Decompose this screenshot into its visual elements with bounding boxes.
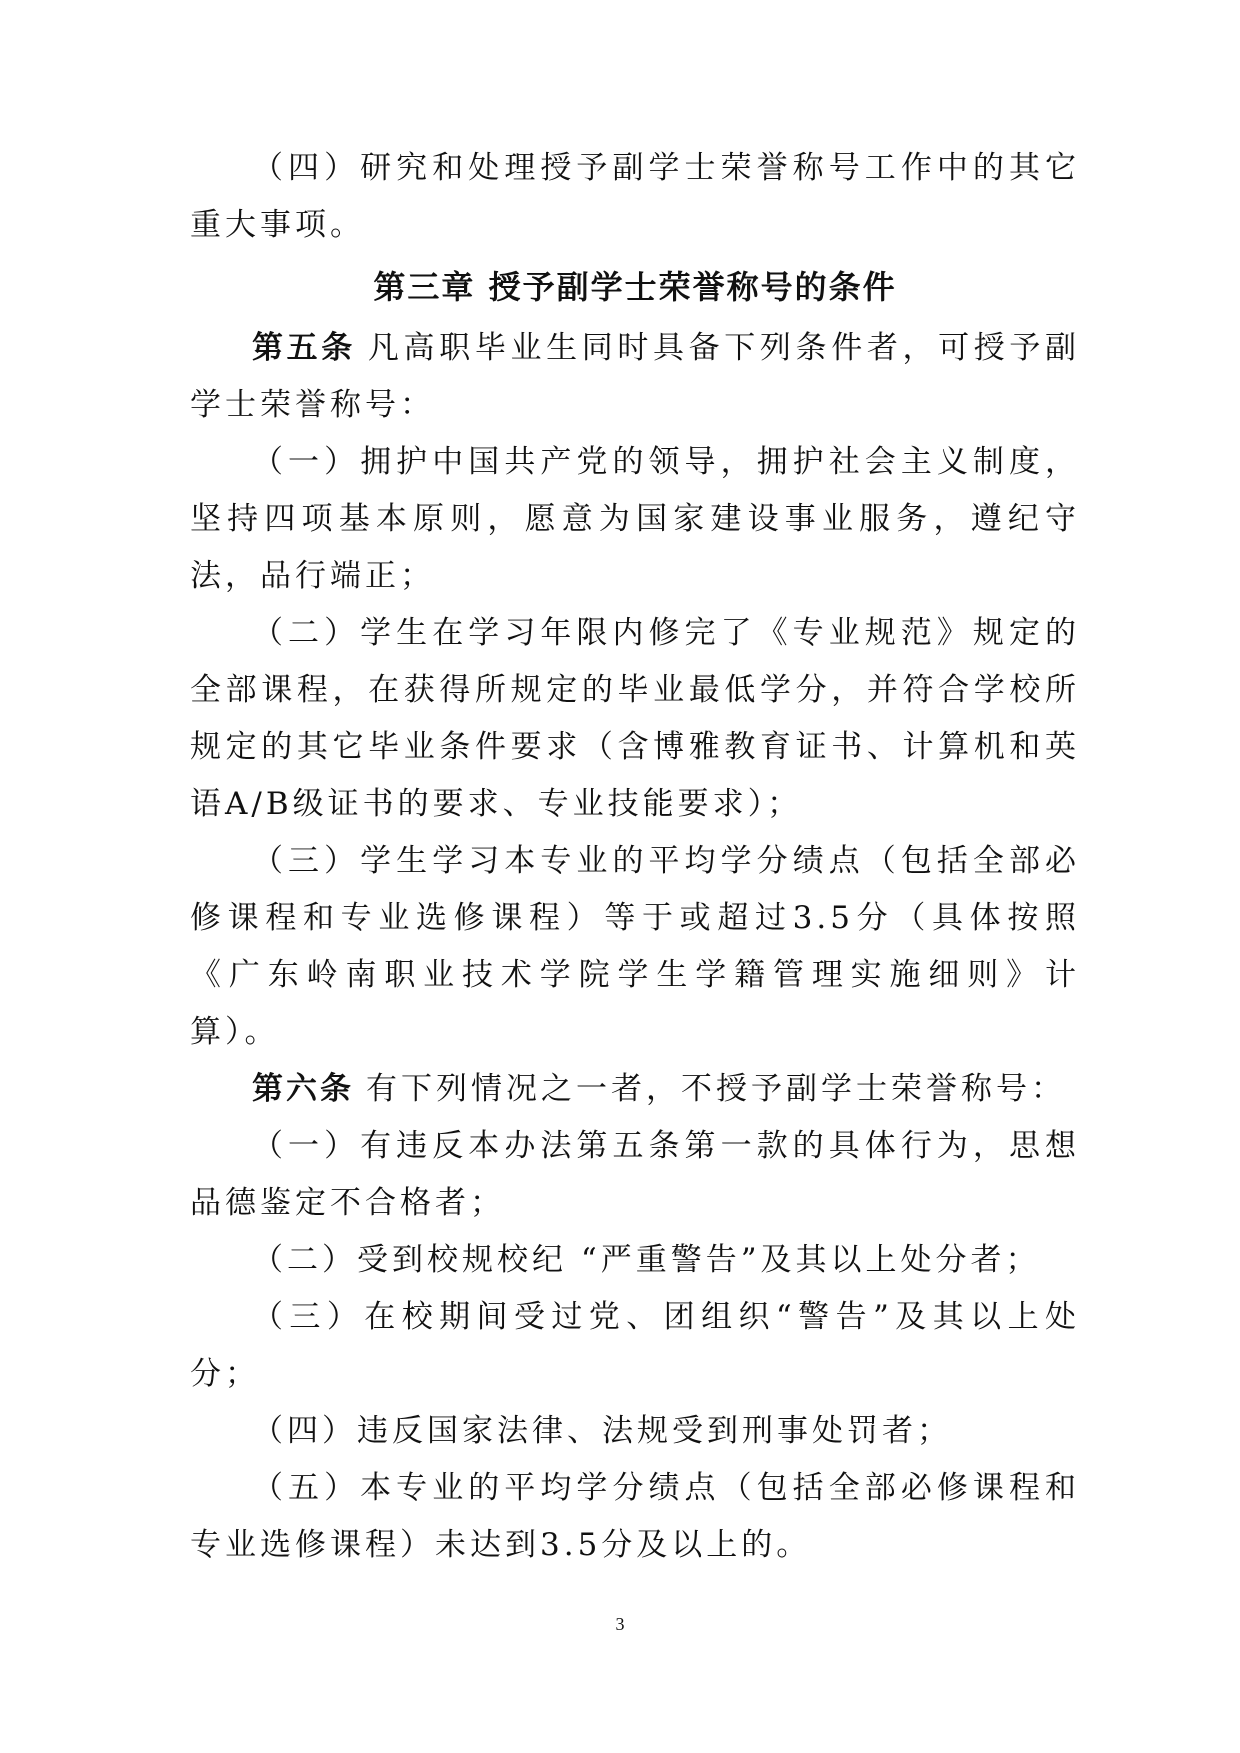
article-5-item-1: （一）拥护中国共产党的领导，拥护社会主义制度，坚持四项基本原则，愿意为国家建设事业服务，遵纪守法，品行端正；	[190, 444, 1080, 594]
article-5-number: 第五条	[252, 330, 356, 366]
page-number: 3	[615, 1614, 625, 1634]
article-6-item-4: （四）违反国家法律、法规受到刑事处罚者；	[252, 1413, 952, 1449]
article-5-item-2: （二）学生在学习年限内修完了《专业规范》规定的全部课程，在获得所规定的毕业最低学分，并符合学校所规定的其它毕业条件要求（含博雅教育证书、计算机和英语A/B级证书的要求、专业技能要求）；	[190, 615, 1080, 822]
article-6-item-5: （五）本专业的平均学分绩点（包括全部必修课程和专业选修课程）未达到3.5分及以上的。	[190, 1470, 1080, 1563]
article-6-number: 第六条	[252, 1071, 354, 1107]
chapter-title: 第三章 授予副学士荣誉称号的条件	[373, 268, 897, 306]
article-6-item-2: （二）受到校规校纪 “严重警告”及其以上处分者；	[252, 1242, 1041, 1278]
intro-paragraph: （四）研究和处理授予副学士荣誉称号工作中的其它重大事项。	[190, 150, 1080, 243]
document-page	[190, 140, 1080, 1590]
article-6-item-1: （一）有违反本办法第五条第一款的具体行为，思想品德鉴定不合格者；	[190, 1128, 1080, 1221]
article-6-paragraph	[190, 1061, 1080, 1118]
article-6-lead: 有下列情况之一者，不授予副学士荣誉称号：	[366, 1071, 1066, 1107]
article-5-paragraph	[190, 320, 1080, 434]
article-5-item-3: （三）学生学习本专业的平均学分绩点（包括全部必修课程和专业选修课程）等于或超过3.5分（具体按照《广东岭南职业技术学院学生学籍管理实施细则》计算）。	[190, 843, 1080, 1050]
article-6-item-3: （三）在校期间受过党、团组织“警告”及其以上处分；	[190, 1299, 1080, 1392]
article-5-lead: 凡高职毕业生同时具备下列条件者，可授予副学士荣誉称号：	[190, 330, 1081, 423]
